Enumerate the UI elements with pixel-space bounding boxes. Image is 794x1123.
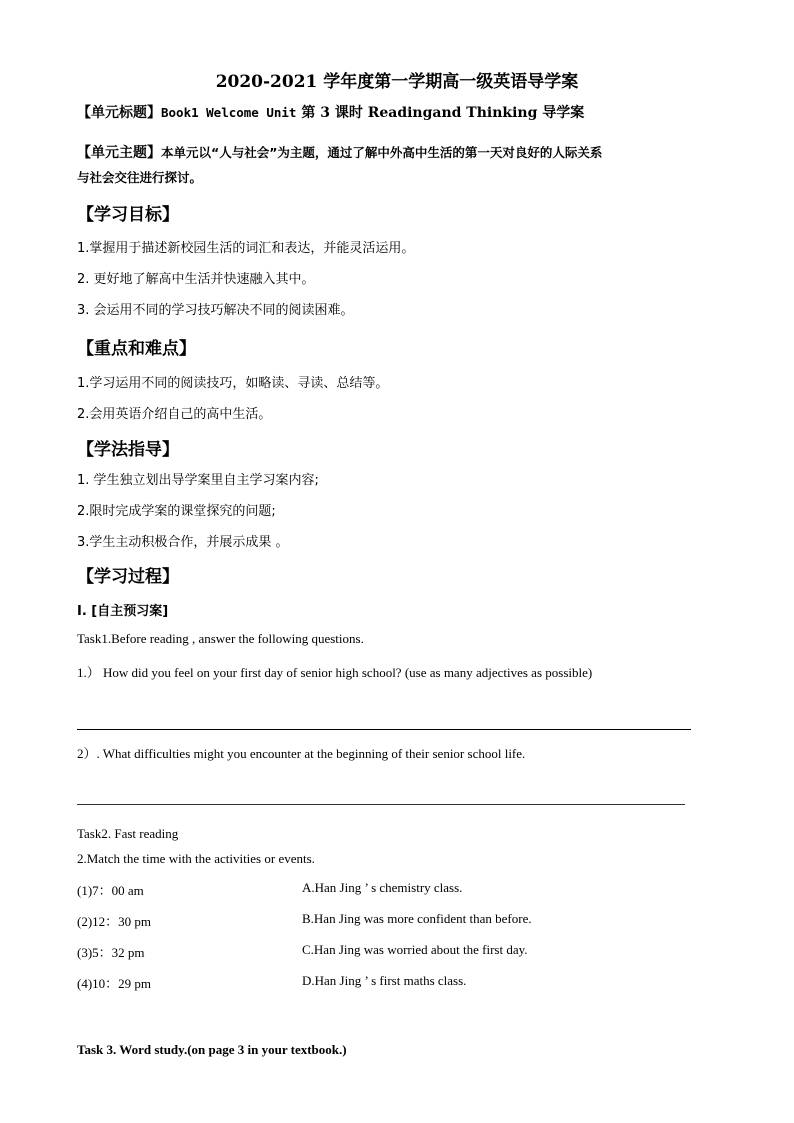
goal-item-3: 3. 会运用不同的学习技巧解决不同的阅读困难。 [77,303,354,318]
goal-item-2: 2. 更好地了解高中生活并快速融入其中。 [77,272,315,287]
match-time-4: (4)10：29 pm [77,976,152,991]
method-item-3: 3.学生主动积极合作，并展示成果 。 [77,535,289,550]
key-points-heading: 【重点和难点】 [77,339,196,359]
match-time-2: (2)12：30 pm [77,914,152,929]
unit-title-book: Book1 Welcome Unit [161,105,297,120]
unit-theme-text-2: 与社会交往进行探讨。 [77,170,203,185]
match-event-a: A.Han Jing ’ s chemistry class. [302,880,463,895]
match-event-d: D.Han Jing ’ s first maths class. [302,973,467,988]
match-event-b: B.Han Jing was more confident than before. [302,911,532,926]
key-point-item-1: 1.学习运用不同的阅读技巧，如略读、寻读、总结等。 [77,376,389,391]
question-2: 2）. What difficulties might you encounter at the beginning of their senior school life. [77,746,526,761]
unit-title-lesson: 第 3 课时 Readingand Thinking 导学案 [296,105,585,121]
goals-heading: 【学习目标】 [77,205,179,225]
method-item-1: 1. 学生独立划出导学案里自主学习案内容; [77,473,319,488]
method-item-2: 2.限时完成学案的课堂探究的问题; [77,504,276,519]
key-point-item-2: 2.会用英语介绍自己的高中生活。 [77,407,272,422]
task2-heading: Task2. Fast reading [77,826,179,841]
match-time-3: (3)5：32 pm [77,945,145,960]
process-heading: 【学习过程】 [77,567,179,587]
answer-line-1[interactable] [77,729,691,730]
match-instruction: 2.Match the time with the activities or events. [77,851,315,866]
task1-instruction: Task1.Before reading , answer the following questions. [77,631,364,646]
unit-theme-label: 【单元主题】 [77,145,161,161]
unit-title-label: 【单元标题】 [77,105,161,121]
task3-heading: Task 3. Word study.(on page 3 in your textbook.) [77,1042,347,1057]
goal-item-1: 1.掌握用于描述新校园生活的词汇和表达，并能灵活运用。 [77,241,415,256]
match-event-c: C.Han Jing was worried about the first day. [302,942,528,957]
document-title: 2020-2021 学年度第一学期高一级英语导学案 [215,72,579,92]
match-time-1: (1)7：00 am [77,883,144,898]
method-heading: 【学法指导】 [77,440,179,460]
unit-theme-text-1: 本单元以“人与社会”为主题，通过了解中外高中生活的第一天对良好的人际关系 [161,145,603,160]
unit-theme-line1 [77,142,602,162]
unit-title-line [77,102,584,122]
section-self-study: I. [自主预习案] [77,604,169,619]
answer-line-2[interactable] [77,804,685,805]
question-1: 1.） How did you feel on your first day of senior high school? (use as many adjectives as possible) [77,665,593,680]
